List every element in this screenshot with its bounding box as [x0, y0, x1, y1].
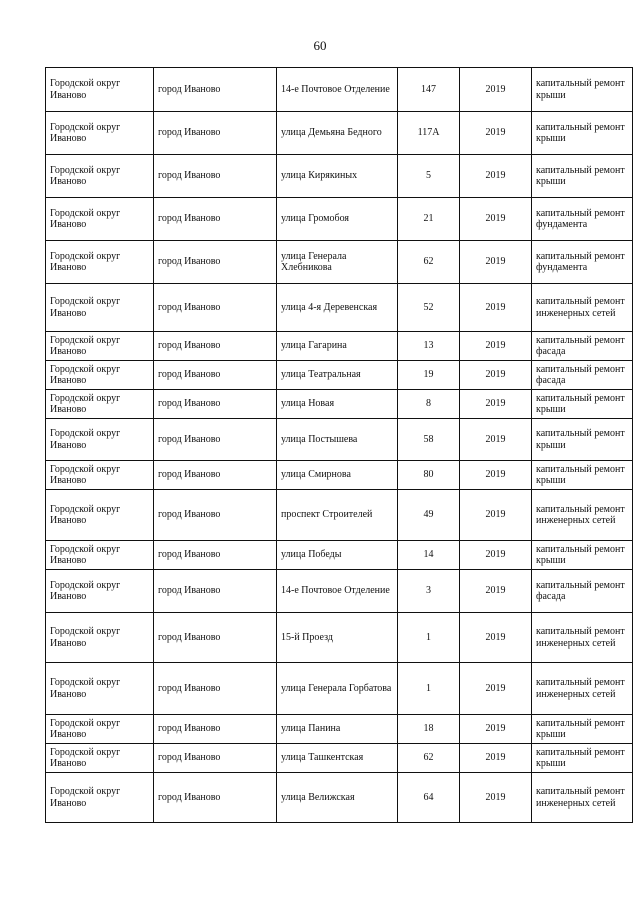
street-cell: улица Генерала Хлебникова [277, 241, 398, 284]
work-type-cell: капитальный ремонт инженерных сетей [532, 613, 633, 663]
house-number-cell: 13 [398, 332, 460, 361]
street-cell: 15-й Проезд [277, 613, 398, 663]
work-type-cell: капитальный ремонт фасада [532, 570, 633, 613]
work-type-cell: капитальный ремонт крыши [532, 541, 633, 570]
table-row [46, 744, 633, 773]
district-cell: Городской округ Иваново [46, 112, 154, 155]
year-cell: 2019 [460, 490, 532, 541]
table-row [46, 198, 633, 241]
year-cell: 2019 [460, 198, 532, 241]
year-cell: 2019 [460, 419, 532, 461]
house-number-cell: 18 [398, 715, 460, 744]
table-row [46, 361, 633, 390]
work-type-cell: капитальный ремонт инженерных сетей [532, 284, 633, 332]
work-type-cell: капитальный ремонт инженерных сетей [532, 663, 633, 715]
work-type-cell: капитальный ремонт крыши [532, 155, 633, 198]
city-cell: город Иваново [154, 773, 277, 823]
work-type-cell: капитальный ремонт крыши [532, 419, 633, 461]
street-cell: улица Театральная [277, 361, 398, 390]
district-cell: Городской округ Иваново [46, 419, 154, 461]
year-cell: 2019 [460, 112, 532, 155]
district-cell: Городской округ Иваново [46, 570, 154, 613]
street-cell: проспект Строителей [277, 490, 398, 541]
house-number-cell: 62 [398, 241, 460, 284]
year-cell: 2019 [460, 461, 532, 490]
city-cell: город Иваново [154, 613, 277, 663]
city-cell: город Иваново [154, 541, 277, 570]
house-number-cell: 3 [398, 570, 460, 613]
district-cell: Городской округ Иваново [46, 390, 154, 419]
street-cell: улица Громобоя [277, 198, 398, 241]
city-cell: город Иваново [154, 112, 277, 155]
street-cell: улица Панина [277, 715, 398, 744]
street-cell: улица Победы [277, 541, 398, 570]
street-cell: улица Генерала Горбатова [277, 663, 398, 715]
city-cell: город Иваново [154, 744, 277, 773]
district-cell: Городской округ Иваново [46, 332, 154, 361]
house-number-cell: 49 [398, 490, 460, 541]
house-number-cell: 117А [398, 112, 460, 155]
city-cell: город Иваново [154, 198, 277, 241]
district-cell: Городской округ Иваново [46, 284, 154, 332]
city-cell: город Иваново [154, 390, 277, 419]
work-type-cell: капитальный ремонт крыши [532, 390, 633, 419]
city-cell: город Иваново [154, 332, 277, 361]
district-cell: Городской округ Иваново [46, 663, 154, 715]
year-cell: 2019 [460, 155, 532, 198]
city-cell: город Иваново [154, 361, 277, 390]
table-row [46, 390, 633, 419]
house-number-cell: 1 [398, 613, 460, 663]
city-cell: город Иваново [154, 419, 277, 461]
table-row [46, 68, 633, 112]
district-cell: Городской округ Иваново [46, 541, 154, 570]
table-row [46, 332, 633, 361]
street-cell: улица Демьяна Бедного [277, 112, 398, 155]
district-cell: Городской округ Иваново [46, 361, 154, 390]
city-cell: город Иваново [154, 284, 277, 332]
district-cell: Городской округ Иваново [46, 198, 154, 241]
city-cell: город Иваново [154, 68, 277, 112]
district-cell: Городской округ Иваново [46, 68, 154, 112]
city-cell: город Иваново [154, 155, 277, 198]
work-type-cell: капитальный ремонт фундамента [532, 198, 633, 241]
house-number-cell: 21 [398, 198, 460, 241]
district-cell: Городской округ Иваново [46, 155, 154, 198]
district-cell: Городской округ Иваново [46, 773, 154, 823]
work-type-cell: капитальный ремонт фасада [532, 361, 633, 390]
street-cell: 14-е Почтовое Отделение [277, 570, 398, 613]
city-cell: город Иваново [154, 241, 277, 284]
work-type-cell: капитальный ремонт фундамента [532, 241, 633, 284]
work-type-cell: капитальный ремонт фасада [532, 332, 633, 361]
district-cell: Городской округ Иваново [46, 744, 154, 773]
house-number-cell: 64 [398, 773, 460, 823]
year-cell: 2019 [460, 541, 532, 570]
table-row [46, 490, 633, 541]
work-type-cell: капитальный ремонт инженерных сетей [532, 773, 633, 823]
city-cell: город Иваново [154, 570, 277, 613]
house-number-cell: 62 [398, 744, 460, 773]
table-row [46, 112, 633, 155]
year-cell: 2019 [460, 663, 532, 715]
house-number-cell: 58 [398, 419, 460, 461]
year-cell: 2019 [460, 284, 532, 332]
year-cell: 2019 [460, 613, 532, 663]
street-cell: улица Смирнова [277, 461, 398, 490]
work-type-cell: капитальный ремонт крыши [532, 68, 633, 112]
table-row [46, 284, 633, 332]
table-row [46, 541, 633, 570]
work-type-cell: капитальный ремонт инженерных сетей [532, 490, 633, 541]
city-cell: город Иваново [154, 663, 277, 715]
district-cell: Городской округ Иваново [46, 613, 154, 663]
work-type-cell: капитальный ремонт крыши [532, 461, 633, 490]
table-row [46, 715, 633, 744]
house-number-cell: 19 [398, 361, 460, 390]
year-cell: 2019 [460, 361, 532, 390]
street-cell: улица Кирякиных [277, 155, 398, 198]
year-cell: 2019 [460, 241, 532, 284]
table-row [46, 663, 633, 715]
district-cell: Городской округ Иваново [46, 241, 154, 284]
year-cell: 2019 [460, 332, 532, 361]
work-type-cell: капитальный ремонт крыши [532, 744, 633, 773]
year-cell: 2019 [460, 715, 532, 744]
house-number-cell: 80 [398, 461, 460, 490]
table-row [46, 570, 633, 613]
year-cell: 2019 [460, 390, 532, 419]
year-cell: 2019 [460, 744, 532, 773]
repair-schedule-table [45, 67, 633, 823]
house-number-cell: 8 [398, 390, 460, 419]
district-cell: Городской округ Иваново [46, 490, 154, 541]
house-number-cell: 52 [398, 284, 460, 332]
year-cell: 2019 [460, 570, 532, 613]
street-cell: улица Постышева [277, 419, 398, 461]
year-cell: 2019 [460, 68, 532, 112]
work-type-cell: капитальный ремонт крыши [532, 112, 633, 155]
house-number-cell: 147 [398, 68, 460, 112]
house-number-cell: 14 [398, 541, 460, 570]
street-cell: улица Ташкентская [277, 744, 398, 773]
table-row [46, 773, 633, 823]
page-number: 60 [313, 38, 327, 53]
city-cell: город Иваново [154, 715, 277, 744]
street-cell: 14-е Почтовое Отделение [277, 68, 398, 112]
city-cell: город Иваново [154, 461, 277, 490]
house-number-cell: 1 [398, 663, 460, 715]
city-cell: город Иваново [154, 490, 277, 541]
street-cell: улица Гагарина [277, 332, 398, 361]
street-cell: улица Новая [277, 390, 398, 419]
district-cell: Городской округ Иваново [46, 715, 154, 744]
district-cell: Городской округ Иваново [46, 461, 154, 490]
year-cell: 2019 [460, 773, 532, 823]
street-cell: улица 4-я Деревенская [277, 284, 398, 332]
table-row [46, 613, 633, 663]
table-row [46, 241, 633, 284]
table-row [46, 419, 633, 461]
table-row [46, 155, 633, 198]
house-number-cell: 5 [398, 155, 460, 198]
street-cell: улица Велижская [277, 773, 398, 823]
table-row [46, 461, 633, 490]
work-type-cell: капитальный ремонт крыши [532, 715, 633, 744]
